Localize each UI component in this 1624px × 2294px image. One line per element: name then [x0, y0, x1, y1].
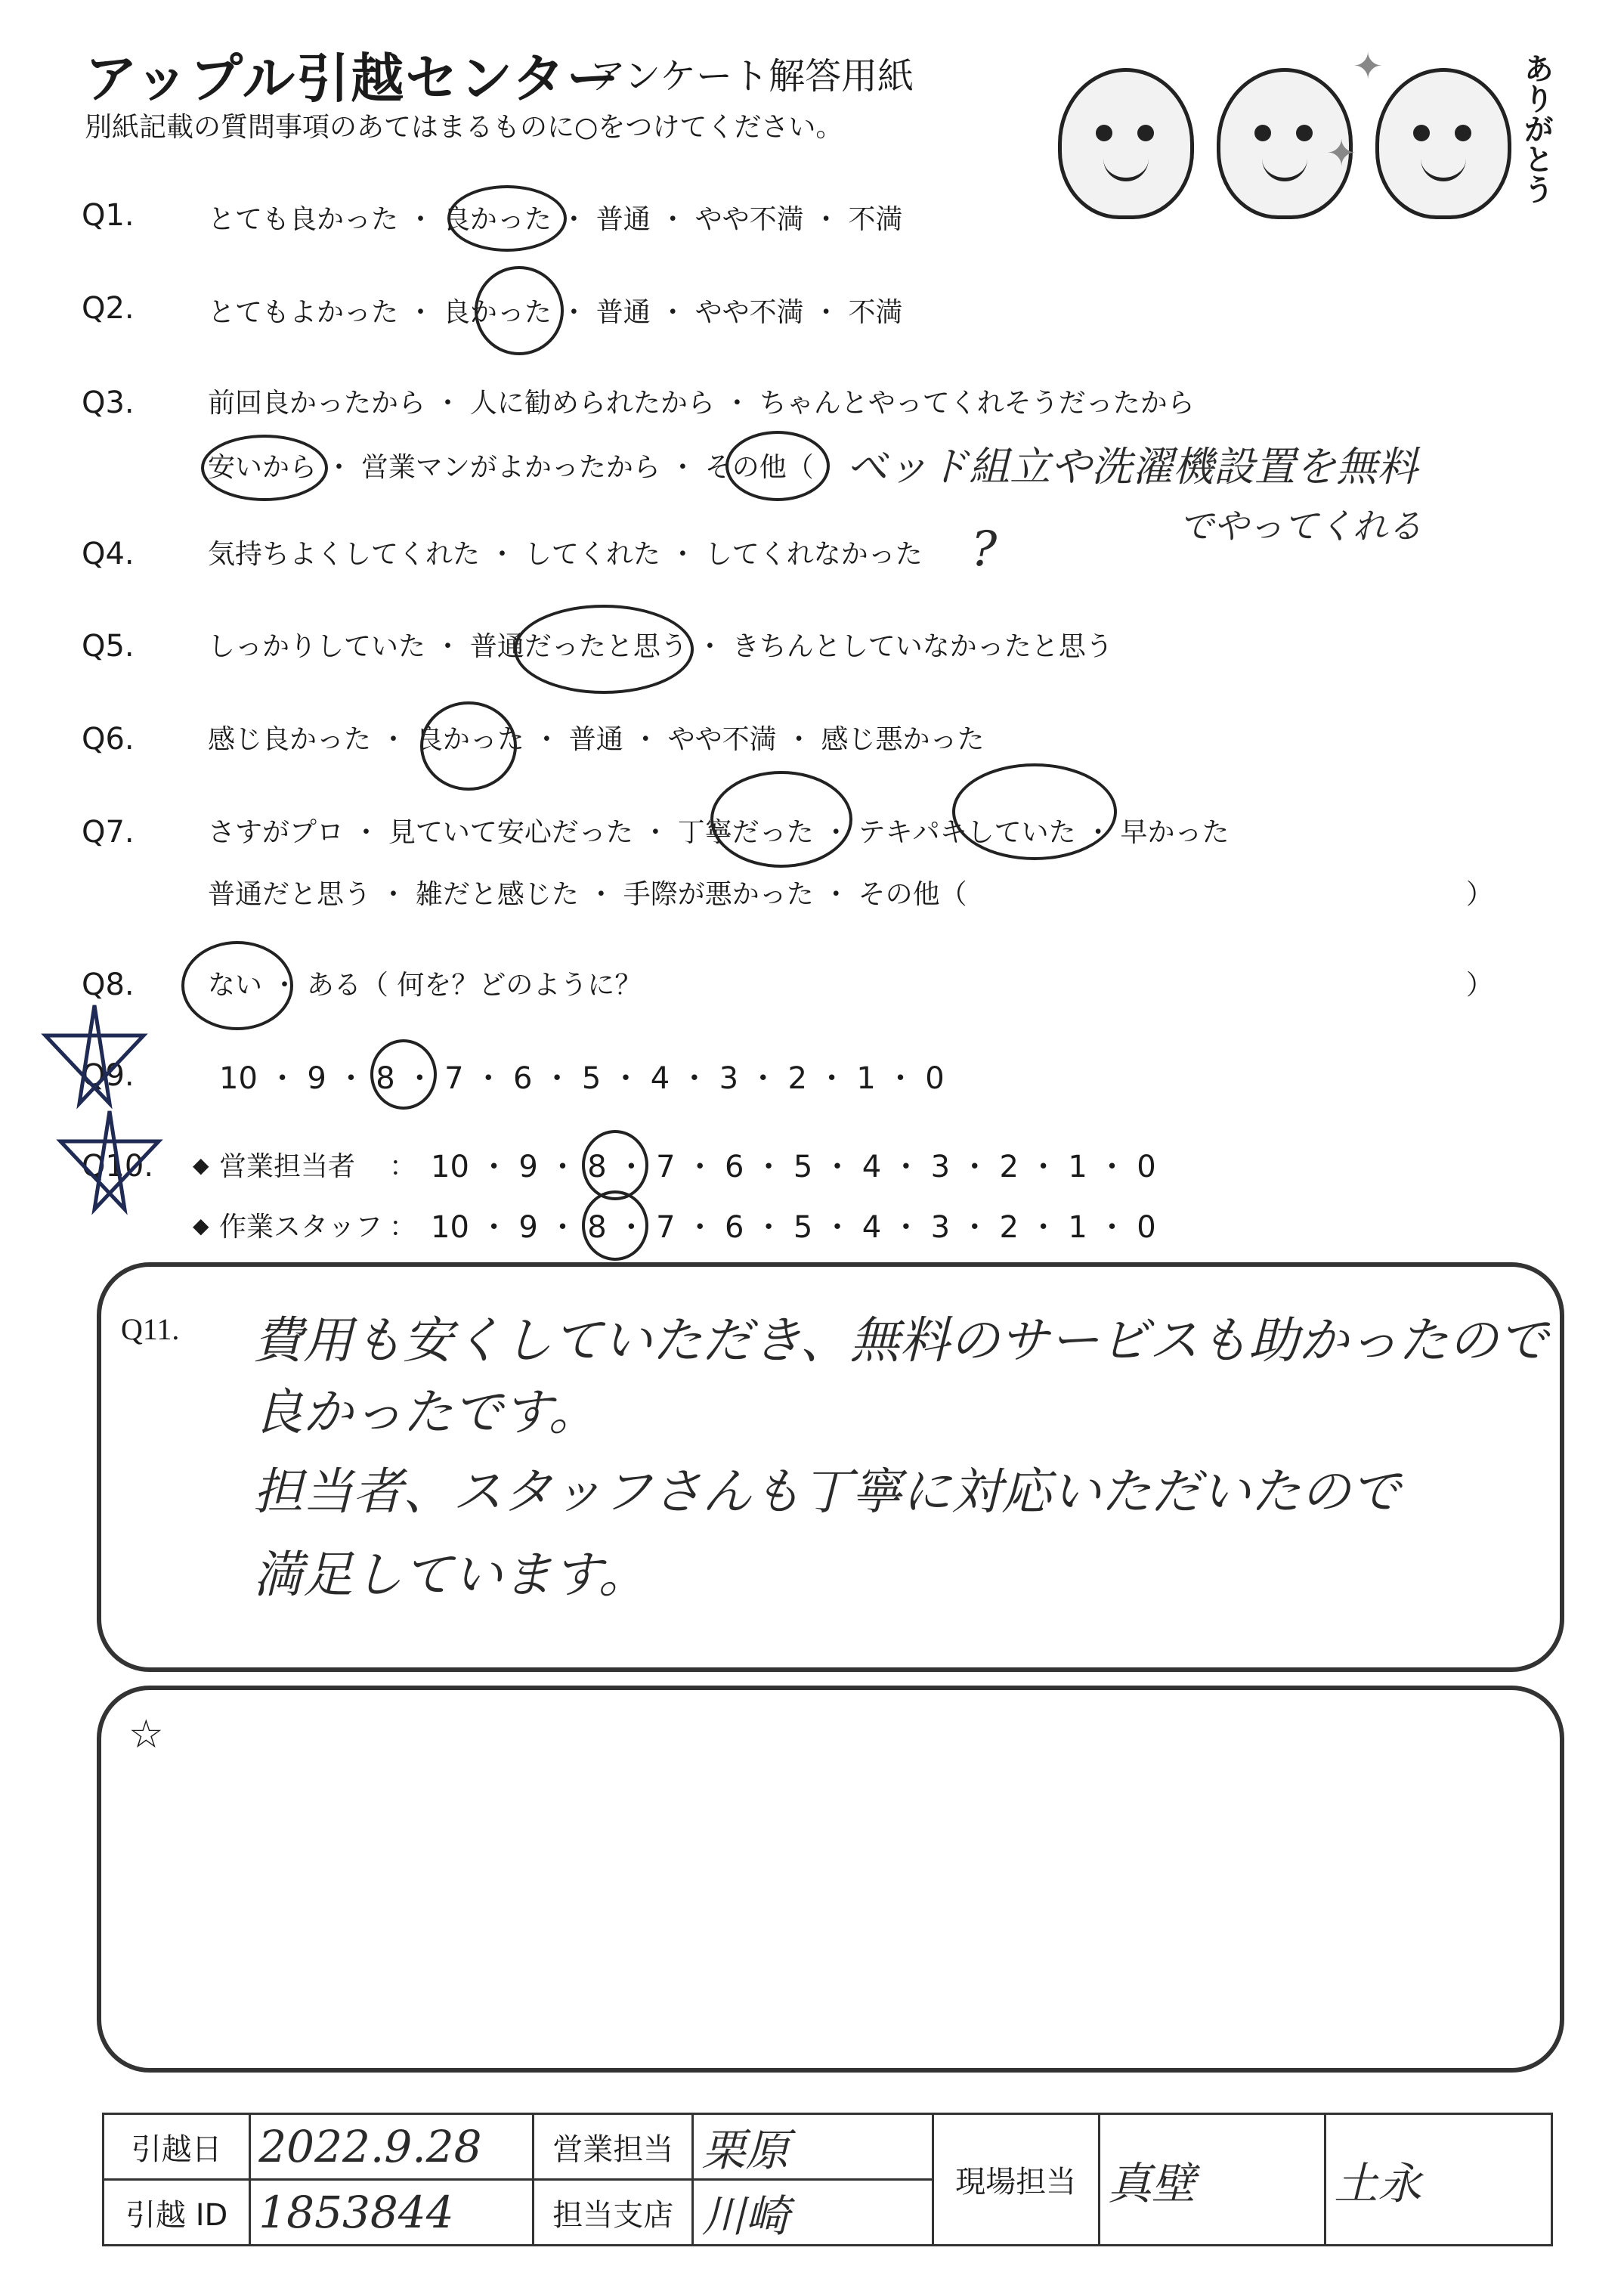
q6-options[interactable]: 感じ良かった ・ 良かった ・ 普通 ・ やや不満 ・ 感じ悪かった	[208, 724, 985, 755]
q7-options-line2[interactable]: 普通だと思う ・ 雑だと感じた ・ 手際が悪かった ・ その他（	[208, 879, 967, 910]
answer-circle	[710, 771, 852, 868]
q11-comment-line4: 満足しています。	[253, 1546, 648, 1604]
q8-close: ）	[1466, 970, 1494, 1001]
q10-sales-scale[interactable]: 10 ・ 9 ・ 8 ・ 7 ・ 6 ・ 5 ・ 4 ・ 3 ・ 2 ・ 1 ・ 0	[431, 1150, 1156, 1184]
mascot-bowing-icon	[1058, 68, 1194, 219]
q11-comment-line2: 良かったです。	[253, 1383, 599, 1441]
footer-info-table	[102, 2113, 1553, 2246]
sparkle-icon: ✦	[1326, 132, 1357, 175]
company-title: アップル引越センター	[85, 48, 621, 110]
q10-sales-colon: ：	[389, 1151, 417, 1182]
q9-scale[interactable]: 10 ・ 9 ・ 8 ・ 7 ・ 6 ・ 5 ・ 4 ・ 3 ・ 2 ・ 1 ・ 0	[219, 1061, 945, 1096]
answer-circle	[447, 185, 567, 252]
additional-comment-box[interactable]	[97, 1686, 1564, 2073]
move-date-value: 2022.9.28	[250, 2114, 534, 2180]
q2-label: Q2.	[82, 291, 135, 326]
answer-circle	[582, 1190, 648, 1261]
q4-label: Q4.	[82, 537, 135, 571]
form-instruction: 別紙記載の質問事項のあてはまるものに○をつけてください。	[85, 112, 843, 143]
branch-label: 担当支店	[534, 2180, 693, 2246]
sparkle-icon: ✦	[1353, 45, 1384, 88]
move-id-label: 引越 ID	[104, 2180, 250, 2246]
q10-label: Q10.	[82, 1149, 154, 1184]
thanks-text: ありがとう	[1519, 53, 1554, 204]
q10-staff-scale[interactable]: 10 ・ 9 ・ 8 ・ 7 ・ 6 ・ 5 ・ 4 ・ 3 ・ 2 ・ 1 ・ 0	[431, 1210, 1156, 1245]
q4-options[interactable]: 気持ちよくしてくれた ・ してくれた ・ してくれなかった	[208, 539, 923, 570]
answer-circle	[370, 1039, 437, 1110]
star-label: ☆	[128, 1712, 164, 1757]
q9-label: Q9.	[82, 1058, 135, 1093]
answer-circle	[475, 266, 564, 355]
bullet-icon: ◆	[193, 1153, 209, 1178]
form-subtitle: アンケート解答用紙	[589, 55, 914, 98]
answer-circle	[952, 763, 1117, 860]
q1-label: Q1.	[82, 198, 135, 233]
answer-circle	[181, 941, 293, 1030]
q7-options-line1[interactable]: さすがプロ ・ 見ていて安心だった ・ 丁寧だった ・ テキパキしていた ・ 早かった	[208, 817, 1230, 848]
move-date-label: 引越日	[104, 2114, 250, 2180]
q5-label: Q5.	[82, 629, 135, 664]
q8-label: Q8.	[82, 967, 135, 1002]
answer-circle	[725, 431, 830, 501]
q3-options-line1[interactable]: 前回良かったから ・ 人に勧められたから ・ ちゃんとやってくれそうだったから	[208, 388, 1195, 419]
q6-label: Q6.	[82, 722, 135, 757]
q11-comment-line3: 担当者、スタッフさんも丁寧に対応いただいたので	[253, 1463, 1400, 1521]
mascot-waving-icon	[1375, 68, 1511, 219]
site-staff-label: 現場担当	[933, 2114, 1099, 2246]
move-id-value: 1853844	[250, 2180, 534, 2246]
site-staff-value-2: 土永	[1325, 2114, 1552, 2246]
answer-circle	[514, 605, 694, 694]
bullet-icon: ◆	[193, 1213, 209, 1238]
q10-sales-label: 営業担当者	[219, 1151, 356, 1182]
q10-staff-label: 作業スタッフ	[219, 1212, 383, 1243]
site-staff-value-1: 真壁	[1099, 2114, 1325, 2246]
q7-other-close: ）	[1466, 879, 1494, 910]
q3-options-line2[interactable]: 安いから ・ 営業マンがよかったから ・ その他（	[208, 452, 814, 483]
star-doodle-icon	[53, 1104, 166, 1232]
q2-options[interactable]: とてもよかった ・ 良かった ・ 普通 ・ やや不満 ・ 不満	[208, 297, 903, 328]
q8-options[interactable]: ない ・ ある（ 何を？どのように？	[208, 970, 642, 1001]
q5-options[interactable]: しっかりしていた ・ 普通だったと思う ・ きちんとしていなかったと思う	[208, 631, 1113, 662]
q10-staff-colon: ：	[389, 1212, 417, 1243]
answer-circle	[201, 435, 328, 501]
q4-question-mark: ?	[971, 522, 998, 577]
answer-circle	[420, 701, 517, 791]
q3-other-note-cont: でやってくれる	[1179, 506, 1422, 546]
q1-options[interactable]: とても良かった ・ 良かった ・ 普通 ・ やや不満 ・ 不満	[208, 204, 903, 235]
q7-label: Q7.	[82, 815, 135, 850]
sales-rep-value: 栗原	[693, 2114, 933, 2180]
q3-label: Q3.	[82, 385, 135, 420]
sales-rep-label: 営業担当	[534, 2114, 693, 2180]
q11-comment-line1: 費用も安くしていただき、無料のサービスも助かったので	[253, 1311, 1548, 1370]
branch-value: 川崎	[693, 2180, 933, 2246]
q3-other-note: ベッド組立や洗濯機設置を無料	[846, 443, 1418, 491]
q11-label: Q11.	[121, 1312, 180, 1346]
